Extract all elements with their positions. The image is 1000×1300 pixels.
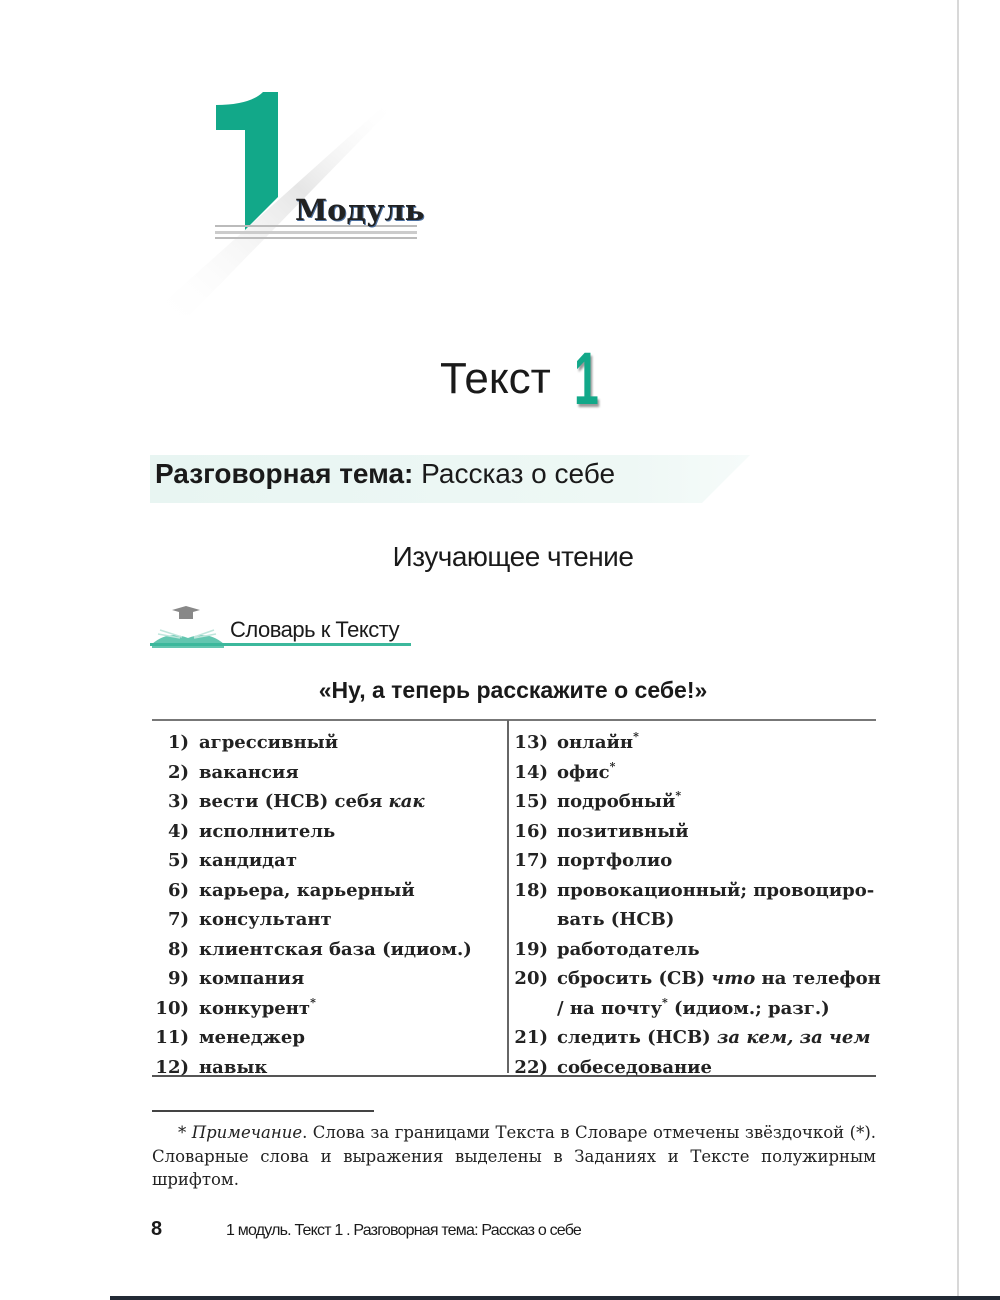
topic-value: Рассказ о себе (421, 458, 616, 489)
entry-word: сбросить (СВ) (557, 968, 712, 989)
vocabulary-entry (152, 964, 507, 994)
entry-text (557, 1023, 870, 1053)
text-heading: Текст (440, 354, 551, 403)
vocabulary-entry (512, 935, 882, 965)
asterisk-mark: * (310, 995, 316, 1009)
entry-number: 7) (167, 909, 189, 930)
entry-word: (идиом.; разг.) (667, 997, 830, 1019)
topic-label: Разговорная тема: (155, 458, 414, 489)
entry-text (199, 994, 316, 1024)
entry-text (557, 787, 681, 817)
vocabulary-entry (152, 758, 507, 788)
entry-word: позитивный (557, 820, 689, 842)
entry-number: 2) (167, 761, 189, 783)
vocabulary-entry (512, 787, 882, 817)
entry-text (199, 787, 425, 817)
dictionary-label: Словарь к Тексту (230, 617, 400, 642)
asterisk-mark: * (633, 730, 639, 743)
vocabulary-entry (152, 787, 507, 817)
entry-text (557, 817, 689, 847)
module-label: Модуль (295, 193, 425, 227)
footnote-text: . Слова за границами Текста в Словаре отмечены звёздочкой (*). Словарные слова и выражения выделены в Заданиях и Тексте полужирным шрифтом. (152, 1123, 876, 1189)
entry-word: следить (НСВ) (557, 1027, 717, 1048)
entry-text (557, 758, 615, 788)
entry-text (557, 728, 639, 758)
vocabulary-entry (512, 846, 882, 876)
vocabulary-entry (512, 758, 882, 788)
entry-word: консультант (199, 909, 332, 930)
page-edge-bottom (110, 1296, 1000, 1300)
column-divider (507, 720, 509, 1073)
entry-word: подробный (557, 791, 676, 812)
entry-number: 6) (167, 879, 189, 901)
entry-text (199, 846, 297, 876)
entry-number: 11) (155, 1027, 189, 1048)
entry-text (557, 846, 672, 876)
vocabulary-entry (152, 876, 507, 906)
topic-heading (155, 455, 615, 493)
footnote-lead: Примечание (191, 1123, 303, 1142)
entry-number: 20) (514, 968, 548, 989)
vocabulary-table (152, 719, 881, 1078)
entry-word: компания (199, 968, 305, 989)
entry-number: 18) (514, 879, 548, 901)
entry-word: портфолио (557, 850, 673, 871)
entry-word: провокационный; провоциро- вать (НСВ) (557, 879, 875, 930)
vocabulary-entry (152, 994, 507, 1024)
vocabulary-entry (152, 817, 507, 847)
entry-number: 4) (167, 820, 189, 842)
vocabulary-title: «Ну, а теперь расскажите о себе!» (318, 677, 708, 703)
entry-text (199, 758, 299, 788)
entry-text (199, 876, 415, 906)
footnote (152, 1121, 876, 1192)
entry-number: 1) (167, 732, 189, 753)
entry-word: карьера, карьерный (199, 879, 415, 901)
page-edge-right (957, 0, 959, 1300)
entry-text (557, 1053, 712, 1083)
vocabulary-entry (152, 935, 507, 965)
entry-word: клиентская база (идиом.) (199, 938, 472, 960)
entry-word: навык (199, 1056, 268, 1078)
entry-text (199, 935, 472, 965)
entry-text (199, 728, 338, 758)
dictionary-underline (150, 643, 411, 646)
entry-number: 22) (514, 1056, 548, 1078)
asterisk-mark: * (609, 759, 616, 773)
vocabulary-entry (152, 728, 507, 758)
vocabulary-entry (152, 846, 507, 876)
page-number: 8 (151, 1218, 163, 1240)
entry-italic: как (388, 791, 425, 812)
vocabulary-entry (512, 964, 882, 1023)
entry-text (199, 905, 332, 935)
entry-word: вакансия (199, 761, 299, 783)
entry-text (557, 935, 700, 965)
entry-text (199, 1023, 305, 1053)
entry-italic: за кем, за чем (716, 1027, 871, 1048)
vocabulary-entry (512, 1053, 882, 1083)
running-title: 1 модуль. Текст 1 . Разговорная тема: Рассказ о себе (226, 1222, 582, 1239)
vocabulary-column-left (152, 728, 507, 1082)
entry-text (199, 964, 304, 994)
entry-number: 12) (155, 1056, 189, 1078)
footnote-rule (152, 1110, 374, 1112)
entry-word: кандидат (199, 850, 297, 871)
entry-word: менеджер (199, 1027, 305, 1048)
entry-word: собеседование (557, 1056, 712, 1078)
entry-word: онлайн (557, 732, 634, 753)
entry-number: 19) (514, 938, 548, 960)
entry-text (199, 1053, 267, 1083)
asterisk-mark: * (675, 789, 682, 802)
entry-number: 14) (514, 761, 548, 783)
entry-number: 15) (514, 791, 548, 812)
entry-word: офис (557, 761, 610, 783)
text-number: 1 (574, 337, 599, 420)
entry-number: 10) (155, 997, 189, 1019)
entry-word: вести (НСВ) себя (199, 791, 389, 812)
vocabulary-entry (152, 1023, 507, 1053)
vocabulary-column-right (512, 728, 882, 1082)
entry-number: 5) (167, 850, 189, 871)
entry-number: 8) (167, 938, 189, 960)
vocabulary-entry (152, 905, 507, 935)
entry-word: на телефон / на почту (557, 968, 881, 1019)
entry-number: 3) (167, 791, 189, 812)
entry-number: 21) (514, 1027, 548, 1048)
entry-text (557, 876, 874, 935)
vocabulary-entry (512, 817, 882, 847)
footnote-mark: * (178, 1123, 187, 1142)
entry-word: исполнитель (199, 820, 336, 842)
entry-word: работодатель (557, 938, 700, 960)
entry-number: 16) (514, 820, 548, 842)
entry-word: агрессивный (199, 732, 339, 753)
entry-text (199, 817, 335, 847)
asterisk-mark: * (661, 995, 668, 1009)
vocabulary-entry (512, 1023, 882, 1053)
entry-text (557, 964, 881, 1023)
entry-word: конкурент (199, 997, 311, 1019)
vocabulary-entry (512, 876, 882, 935)
entry-number: 17) (514, 850, 548, 871)
entry-number: 9) (167, 968, 189, 989)
vocabulary-entry (152, 1053, 507, 1083)
entry-number: 13) (514, 732, 548, 753)
entry-italic: что (711, 968, 756, 989)
section-heading: Изучающее чтение (392, 541, 634, 572)
vocabulary-entry (512, 728, 882, 758)
